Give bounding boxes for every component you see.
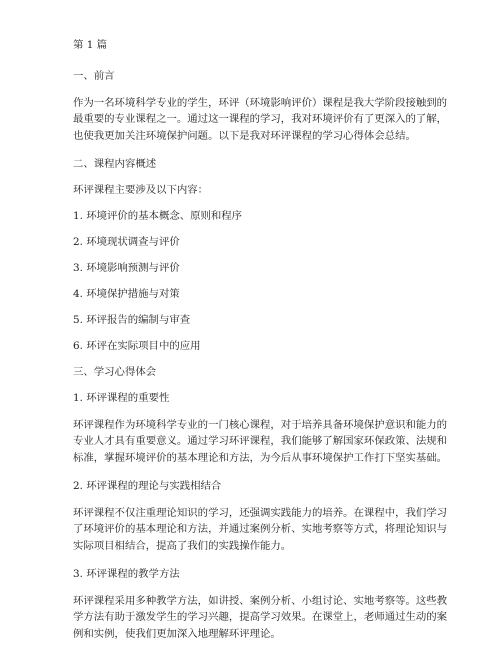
content-list-item: 2. 环境现状调查与评价 <box>73 236 180 248</box>
intro-paragraph <box>73 95 448 144</box>
intro-line: 最重要的专业课程之一。通过这一课程的学习，我对环境评价有了更深入的了解， <box>73 113 448 126</box>
content-list-item: 4. 环境保护措施与对策 <box>73 288 180 300</box>
content-list-item: 6. 环评在实际项目中的应用 <box>73 340 201 352</box>
subsection-heading: 3. 环评课程的教学方法 <box>73 568 180 580</box>
intro-line: 作为一名环境科学专业的学生，环评（环境影响评价）课程是我大学阶段接触到的 <box>73 97 448 109</box>
paragraph-line: 标准，掌握环境评价的基本理论和方法，为今后从事环境保护工作打下坚实基础。 <box>73 451 448 464</box>
importance-paragraph <box>73 417 448 466</box>
subsection-heading: 2. 环评课程的理论与实践相结合 <box>73 480 222 492</box>
paragraph-line: 实际项目相结合，提高了我们的实践操作能力。 <box>73 539 292 552</box>
paragraph-line: 环评课程不仅注重理论知识的学习，还强调实践能力的培养。在课程中，我们学习 <box>73 507 448 519</box>
content-list-item: 3. 环境影响预测与评价 <box>73 262 180 274</box>
paragraph-line: 环评课程采用多种教学方法，如讲授、案例分析、小组讨论、实地考察等。这些教 <box>73 595 448 607</box>
theory-practice-paragraph <box>73 505 448 554</box>
paragraph-line: 环评课程作为环境科学专业的一门核心课程，对于培养具备环境保护意识和能力的 <box>73 419 448 431</box>
subsection-heading: 1. 环评课程的重要性 <box>73 392 170 404</box>
content-intro: 环评课程主要涉及以下内容： <box>73 184 209 196</box>
paragraph-line: 了环境评价的基本理论和方法，并通过案例分析、实地考察等方式，将理论知识与 <box>73 523 448 536</box>
paragraph-line: 例和实例，使我们更加深入地理解环评理论。 <box>73 627 281 640</box>
teaching-methods-paragraph <box>73 593 448 642</box>
content-list-item: 5. 环评报告的编制与审查 <box>73 314 191 326</box>
section-heading-preface: 一、前言 <box>73 70 115 82</box>
section-heading-overview: 二、课程内容概述 <box>73 158 157 170</box>
section-heading-reflections: 三、学习心得体会 <box>73 366 157 378</box>
page-label: 第 1 篇 <box>73 39 107 51</box>
intro-line: 也使我更加关注环境保护问题。以下是我对环评课程的学习心得体会总结。 <box>73 129 416 142</box>
paragraph-line: 专业人才具有重要意义。通过学习环评课程，我们能够了解国家环保政策、法规和 <box>73 435 448 448</box>
paragraph-line: 学方法有助于激发学生的学习兴趣，提高学习效果。在课堂上，老师通过生动的案 <box>73 611 448 624</box>
content-list-item: 1. 环境评价的基本概念、原则和程序 <box>73 210 243 222</box>
